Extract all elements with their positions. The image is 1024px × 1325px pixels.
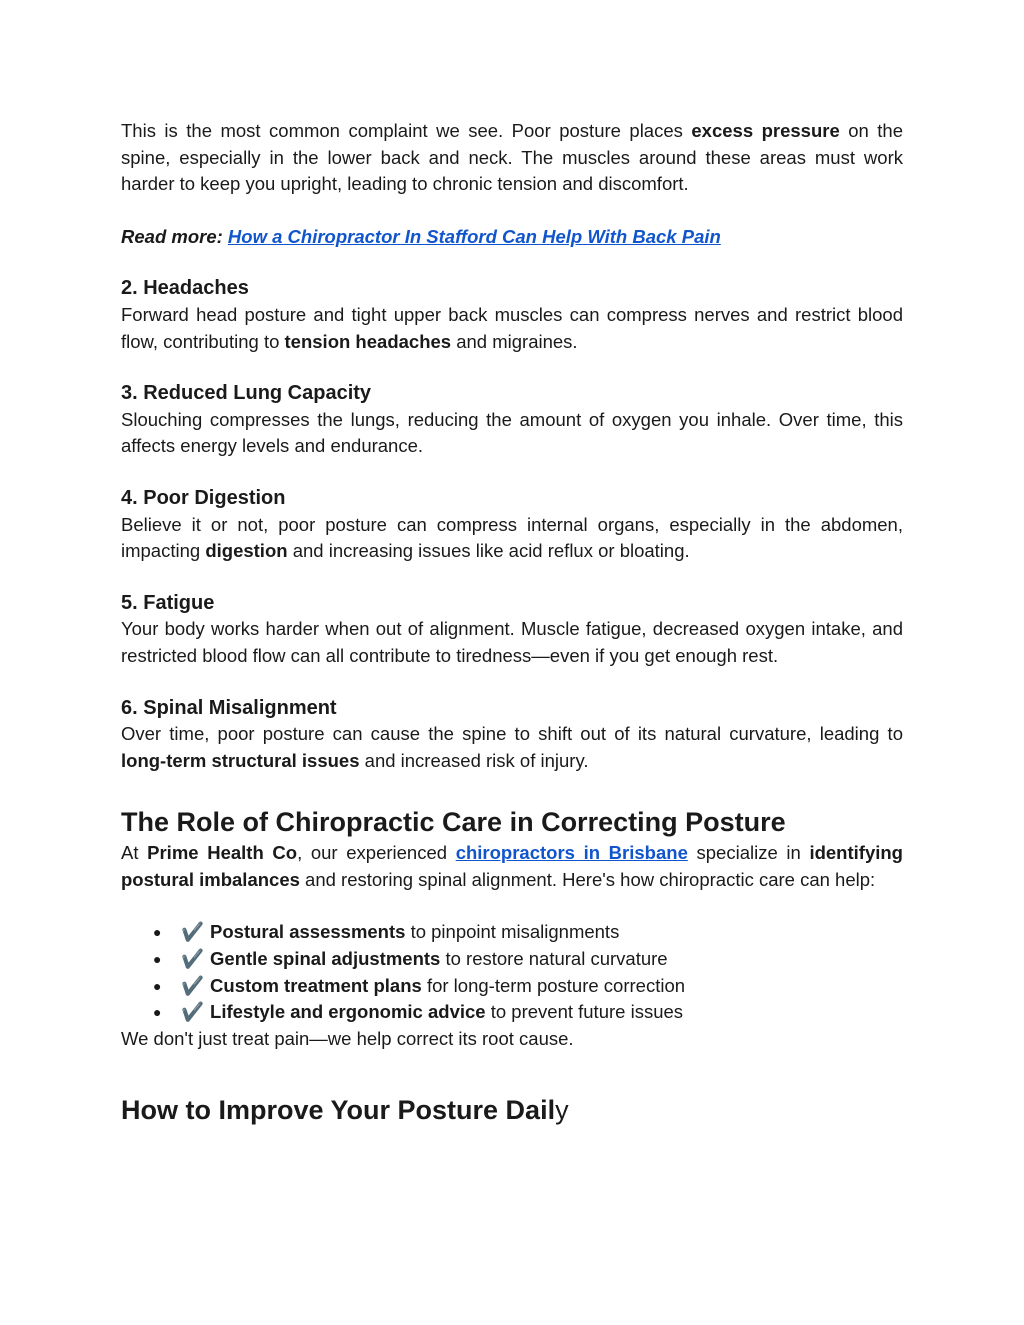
section-paragraph [121,616,903,669]
bullet-icon: ● [153,977,162,994]
section-lung-capacity [121,380,903,460]
role-text: , our experienced [297,842,456,864]
checkmark-icon: ✔️ [181,974,205,996]
daily-heading-text: How to Improve Your Posture Dail [121,1095,556,1126]
section-bold: tension headaches [284,330,452,352]
role-heading: The Role of Chiropractic Care in Correcting Posture [121,807,786,838]
list-item-bold: Custom treatment plans [210,974,422,996]
list-item-bold: Lifestyle and ergonomic advice [210,1001,486,1023]
section-text-end: and increasing issues like acid reflux or bloating. [287,540,690,562]
role-section [121,804,903,1052]
intro-bold: excess pressure [691,120,840,141]
list-item-text: for long-term posture correction [421,974,686,996]
section-paragraph [121,512,903,565]
section-heading: 2. Headaches [121,277,249,300]
bullet-icon: ● [153,951,162,968]
section-text: Slouching compresses the lungs, reducing the amount of oxygen you inhale. Over time, this affects energy levels and endurance. [121,408,903,457]
role-bold: identifying postural imbalances [121,842,903,890]
section-bold: long-term structural issues [121,749,360,771]
section-heading: 4. Poor Digestion [121,486,286,509]
section-text: Believe it or not, poor posture can compress internal organs, especially in the abdomen, impacting [121,513,903,562]
role-closing: We don't just treat pain—we help correct its root cause. [121,1027,574,1049]
list-item [121,999,903,1026]
list-item-bold: Gentle spinal adjustments [210,948,441,970]
list-item [121,973,903,1000]
section-text: Forward head posture and tight upper back muscles can compress nerves and restrict blood flow, contributing to [121,303,903,352]
daily-heading-tail: y [555,1095,569,1126]
section-text: Your body works harder when out of alignment. Muscle fatigue, decreased oxygen intake, and restricted blood flow can all contribute to tiredness—even if you get enough rest. [121,618,903,666]
section-headaches [121,275,903,355]
role-paragraph [121,840,903,893]
clinic-name: Prime Health Co [147,842,298,864]
read-more-label: Read more: [121,225,228,247]
role-text: specialize in [687,842,810,864]
daily-heading [121,1092,903,1128]
benefits-list [121,919,903,1025]
section-heading: 5. Fatigue [121,591,215,614]
checkmark-icon: ✔️ [181,1001,205,1023]
list-item [121,919,903,946]
read-more-link[interactable]: How a Chiropractor In Stafford Can Help With Back Pain [227,225,721,247]
checkmark-icon: ✔️ [181,948,205,970]
bullet-icon: ● [153,924,162,941]
section-bold: digestion [205,540,288,562]
intro-paragraph [121,118,903,198]
list-item-bold: Postural assessments [210,921,406,943]
intro-text-end: on the spine, especially in the lower back and neck. The muscles around these areas must work harder to keep you upright, leading to chronic tension and discomfort. [121,120,904,195]
section-heading: 3. Reduced Lung Capacity [121,382,372,405]
section-heading: 6. Spinal Misalignment [121,696,337,719]
section-text-end: and increased risk of injury. [359,749,589,771]
section-digestion [121,485,903,565]
list-item [121,946,903,973]
intro-text: This is the most common complaint we see. Poor posture places [121,120,692,141]
section-paragraph [121,721,903,774]
section-fatigue [121,590,903,670]
checkmark-icon: ✔️ [181,921,205,943]
section-text-end: and migraines. [451,330,578,352]
role-text: At [121,842,148,864]
list-item-text: to pinpoint misalignments [405,921,620,943]
section-paragraph [121,302,903,355]
section-paragraph [121,407,903,460]
role-text-end: and restoring spinal alignment. Here's how chiropractic care can help: [299,868,876,890]
list-item-text: to restore natural curvature [440,948,668,970]
section-spinal-misalignment [121,695,903,775]
bullet-icon: ● [153,1004,162,1021]
read-more-line [121,224,903,251]
list-item-text: to prevent future issues [485,1001,684,1023]
section-text: Over time, poor posture can cause the spine to shift out of its natural curvature, leading to [121,723,903,745]
chiropractors-link[interactable]: chiropractors in Brisbane [455,842,688,864]
